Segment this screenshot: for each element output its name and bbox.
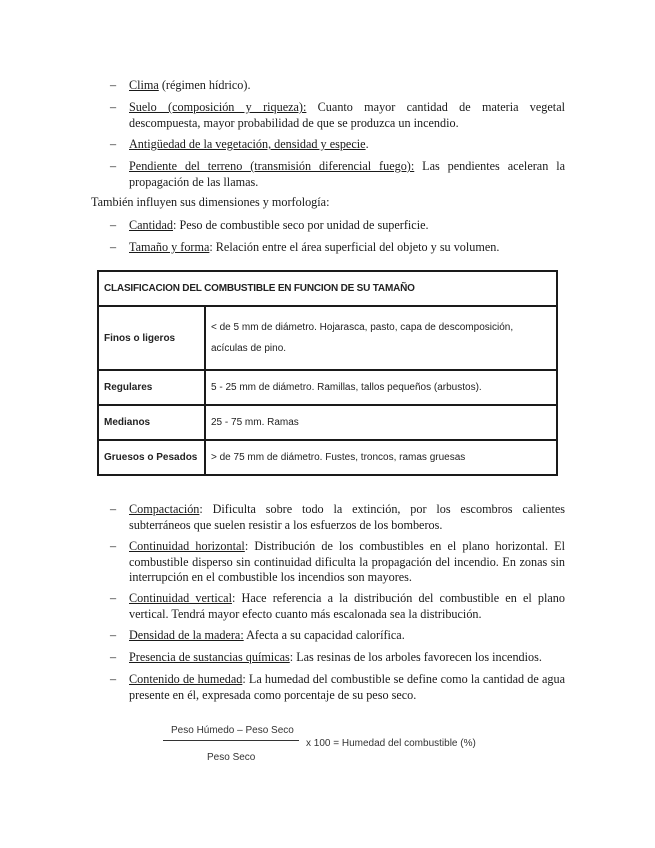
table-header-row [98,271,557,306]
table-cell-label: Regulares [98,370,205,405]
bullet-term: Tamaño y forma [129,240,210,254]
bullet-dash: – [110,628,117,642]
bullet-dash: – [110,218,117,232]
table-cell-desc: > de 75 mm de diámetro. Fustes, troncos, ramas gruesas [205,440,557,475]
bullet-term: Continuidad vertical [129,591,232,605]
list-item [110,100,565,131]
bullet-text: Cuanto mayor cantidad de materia vegetal descompuesta, mayor probabilidad de que se produzca un incendio. [129,100,565,130]
bullet-text: (régimen hídrico). [158,78,251,92]
bullet-term: Presencia de sustancias químicas [129,650,290,664]
table-cell-desc: 5 - 25 mm de diámetro. Ramillas, tallos pequeños (arbustos). [205,370,557,405]
list-item [110,628,565,644]
bullet-text: Afecta a su capacidad calorífica. [243,628,405,642]
bullet-text: : Dificulta sobre todo la extinción, por los escombros calientes subterráneos que suelen resistir a los esfuerzos de los bomberos. [129,502,565,532]
formula-numerator: Peso Húmedo – Peso Seco [171,725,294,736]
bullet-term: Suelo (composición y riqueza): [129,100,307,114]
bullet-term: Cantidad [129,218,174,232]
bullet-text: : Distribución de los combustibles en el plano horizontal. El combustible disperso sin continuidad dificulta la propagación del incendio. En zonas sin interrupción en el combustible los incendios son mayores. [129,539,566,584]
bullet-term: Continuidad horizontal [129,539,245,553]
bullet-text: : Las resinas de los arboles favorecen los incendios. [289,650,542,664]
table-cell-label: Gruesos o Pesados [98,440,205,475]
table-title: CLASIFICACION DEL COMBUSTIBLE EN FUNCION DE SU TAMAÑO [98,271,557,306]
bullet-term: Antigüedad de la vegetación, densidad y especie [129,137,366,151]
list-item [110,502,565,533]
table-cell-label: Finos o ligeros [98,306,205,370]
list-item [110,672,565,703]
table-row [98,306,557,370]
bullet-dash: – [110,100,117,114]
bullet-term: Contenido de humedad [129,672,243,686]
table-cell-desc: 25 - 75 mm. Ramas [205,405,557,440]
list-item [110,591,565,622]
bullet-dash: – [110,672,117,686]
bullet-text: : Hace referencia a la distribución del combustible en el plano vertical. Tendrá mayor efecto cuanto más escalonada sea la distribución. [129,591,565,621]
bullet-text: Las pendientes aceleran la propagación de las llamas. [129,159,565,189]
list-item [110,240,565,256]
bullet-text: : Relación entre el área superficial del objeto y su volumen. [209,240,500,254]
list-item [110,539,565,586]
bullet-dash: – [110,137,117,151]
classification-table [97,270,558,476]
bullet-term: Clima [129,78,159,92]
list-item [110,650,565,666]
bullet-term: Densidad de la madera: [129,628,244,642]
table-row [98,370,557,405]
bullet-dash: – [110,78,117,92]
fraction-bar [163,740,299,741]
bullet-text: . [365,137,369,151]
list-item [110,218,565,234]
formula-result: x 100 = Humedad del combustible (%) [306,738,476,749]
intro-paragraph: También influyen sus dimensiones y morfología: [91,195,330,209]
bullet-dash: – [110,591,117,605]
bullet-text: : La humedad del combustible se define como la cantidad de agua presente en él, expresada como porcentaje de su peso seco. [129,672,565,702]
bullet-text: : Peso de combustible seco por unidad de superficie. [173,218,429,232]
bullet-dash: – [110,502,117,516]
bullet-term: Compactación [129,502,200,516]
bullet-dash: – [110,240,117,254]
bullet-dash: – [110,539,117,553]
bullet-dash: – [110,650,117,664]
humidity-formula [163,721,493,769]
table-row [98,440,557,475]
table-cell-label: Medianos [98,405,205,440]
table-row [98,405,557,440]
bullet-dash: – [110,159,117,173]
formula-denominator: Peso Seco [207,752,256,763]
list-item [110,137,565,153]
list-item [110,78,565,94]
table-cell-desc: < de 5 mm de diámetro. Hojarasca, pasto, capa de descomposición, acículas de pino. [205,306,557,370]
list-item [110,159,565,190]
bullet-term: Pendiente del terreno (transmisión diferencial fuego): [129,159,415,173]
